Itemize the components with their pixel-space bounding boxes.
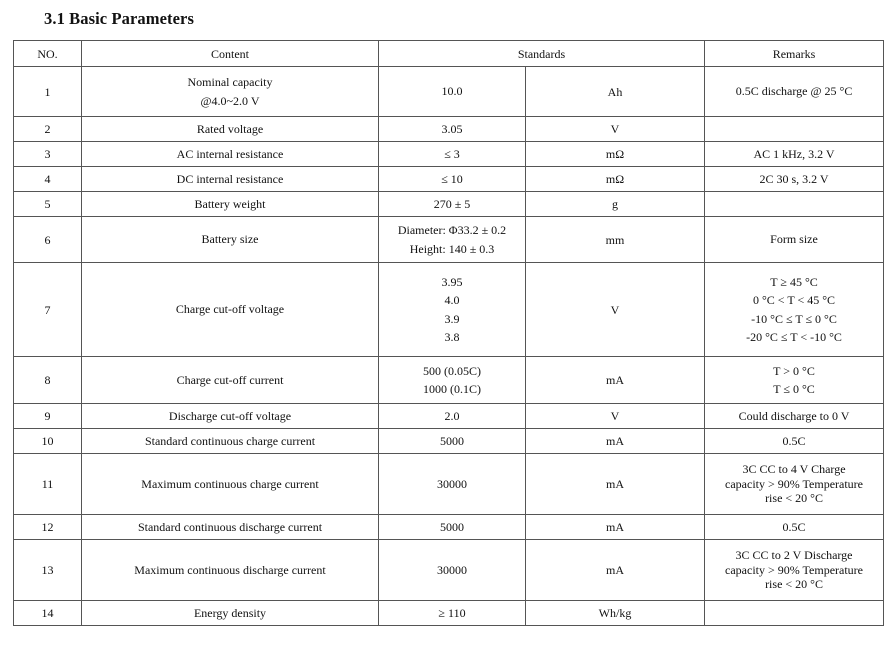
parameter-name-line: Charge cut-off voltage — [175, 302, 285, 317]
standard-value-line: 500 (0.05C) — [423, 363, 481, 378]
parameter-name — [82, 263, 379, 357]
row-number: 9 — [14, 404, 82, 429]
remark-line: 0.5C — [782, 433, 806, 448]
parameter-name-line: Charge cut-off current — [176, 372, 284, 387]
remark — [705, 454, 884, 515]
remark — [705, 540, 884, 601]
parameter-name-line: Maximum continuous charge current — [141, 476, 319, 491]
parameter-name — [82, 454, 379, 515]
remark — [705, 167, 884, 192]
remark — [705, 601, 884, 626]
standard-value — [379, 117, 526, 142]
standard-value-line: Height: 140 ± 0.3 — [409, 241, 495, 256]
table-row — [14, 192, 884, 217]
parameter-name-line: AC internal resistance — [176, 146, 284, 161]
row-number: 12 — [14, 515, 82, 540]
parameter-name — [82, 167, 379, 192]
header-content: Content — [82, 41, 379, 67]
parameter-name — [82, 357, 379, 404]
row-number: 1 — [14, 67, 82, 117]
parameter-name — [82, 67, 379, 117]
table-row — [14, 142, 884, 167]
standard-value — [379, 167, 526, 192]
remark-line: T ≥ 45 °C — [770, 274, 818, 289]
row-number: 10 — [14, 429, 82, 454]
row-number: 13 — [14, 540, 82, 601]
standard-value-line: 5000 — [440, 519, 464, 534]
table-row — [14, 117, 884, 142]
standard-unit: g — [526, 192, 705, 217]
remark-line: T ≤ 0 °C — [773, 382, 815, 396]
table-row — [14, 404, 884, 429]
remark — [705, 357, 884, 404]
standard-value-line: 1000 (0.1C) — [423, 382, 481, 396]
table-row — [14, 515, 884, 540]
header-no: NO. — [14, 41, 82, 67]
standard-value-line: 5000 — [440, 433, 464, 448]
standard-value — [379, 540, 526, 601]
standard-value — [379, 67, 526, 117]
remark-line: 2C 30 s, 3.2 V — [759, 171, 829, 186]
header-remarks: Remarks — [705, 41, 884, 67]
standard-value-line: 3.9 — [444, 311, 460, 326]
standard-unit: V — [526, 263, 705, 357]
section-title: 3.1 Basic Parameters — [44, 9, 194, 28]
parameter-name-line: Battery weight — [194, 196, 266, 211]
parameter-name-line: Nominal capacity — [187, 75, 273, 89]
remark-line: Form size — [770, 232, 818, 247]
standard-value — [379, 263, 526, 357]
table-row — [14, 540, 884, 601]
standard-value — [379, 217, 526, 263]
standard-unit: V — [526, 117, 705, 142]
parameter-name-line: Energy density — [193, 605, 267, 620]
remark — [705, 142, 884, 167]
standard-value-line: 3.95 — [441, 274, 463, 289]
standard-value-line: ≤ 10 — [441, 171, 463, 186]
parameter-name — [82, 601, 379, 626]
standard-value — [379, 142, 526, 167]
parameter-name — [82, 142, 379, 167]
standard-value-line: ≤ 3 — [444, 146, 460, 161]
table-row — [14, 357, 884, 404]
row-number: 11 — [14, 454, 82, 515]
row-number: 7 — [14, 263, 82, 357]
remark-line: 0.5C — [782, 519, 806, 534]
header-standards: Standards — [379, 41, 705, 67]
row-number: 14 — [14, 601, 82, 626]
parameter-name — [82, 192, 379, 217]
table-row — [14, 263, 884, 357]
standard-unit: mA — [526, 454, 705, 515]
row-number: 3 — [14, 142, 82, 167]
remark-line: 0.5C discharge @ 25 °C — [735, 84, 853, 99]
remark-line: rise < 20 °C — [765, 577, 823, 592]
standard-unit: Wh/kg — [526, 601, 705, 626]
standard-value — [379, 515, 526, 540]
parameter-name-line: Standard continuous charge current — [144, 433, 316, 448]
remark-line: 3C CC to 4 V Charge — [742, 462, 846, 477]
remark-line: rise < 20 °C — [765, 491, 823, 506]
table-row — [14, 454, 884, 515]
remark — [705, 429, 884, 454]
parameter-name-line: Discharge cut-off voltage — [168, 408, 292, 423]
row-number: 6 — [14, 217, 82, 263]
row-number: 8 — [14, 357, 82, 404]
standard-unit: V — [526, 404, 705, 429]
table-row — [14, 217, 884, 263]
remark-line: -10 °C ≤ T ≤ 0 °C — [751, 311, 837, 326]
parameter-name-line: Rated voltage — [196, 121, 264, 136]
table-body — [14, 67, 884, 626]
remark-line: capacity > 90% Temperature — [725, 562, 863, 577]
standard-value-line: 30000 — [437, 476, 467, 491]
standard-unit: mA — [526, 540, 705, 601]
table-header-row — [14, 41, 884, 67]
standard-value-line: 2.0 — [444, 408, 460, 423]
remark — [705, 117, 884, 142]
table-row — [14, 601, 884, 626]
standard-value-line: 30000 — [437, 562, 467, 577]
parameter-name-line: @4.0~2.0 V — [200, 93, 260, 108]
remark-line: T > 0 °C — [773, 363, 815, 378]
standard-unit: mA — [526, 515, 705, 540]
parameter-name — [82, 540, 379, 601]
row-number: 5 — [14, 192, 82, 217]
parameter-name-line: DC internal resistance — [176, 171, 284, 186]
remark-line: 0 °C < T < 45 °C — [752, 293, 836, 307]
standard-value-line: Diameter: Φ33.2 ± 0.2 — [397, 223, 507, 237]
remark-line: -20 °C ≤ T < -10 °C — [746, 330, 842, 344]
remark — [705, 192, 884, 217]
parameter-name-line: Maximum continuous discharge current — [134, 562, 326, 577]
remark — [705, 67, 884, 117]
remark — [705, 217, 884, 263]
remark-line: capacity > 90% Temperature — [725, 476, 863, 491]
remark-line: 3C CC to 2 V Discharge — [735, 548, 853, 563]
remark-line: Could discharge to 0 V — [738, 408, 850, 423]
remark — [705, 404, 884, 429]
parameter-name — [82, 429, 379, 454]
row-number: 2 — [14, 117, 82, 142]
table-row — [14, 67, 884, 117]
parameter-name — [82, 217, 379, 263]
parameter-name-line: Battery size — [201, 232, 259, 247]
standard-value-line: 10.0 — [441, 84, 463, 99]
standard-value-line: 3.05 — [441, 121, 463, 136]
standard-value — [379, 454, 526, 515]
standard-value-line: 270 ± 5 — [433, 196, 471, 211]
standard-unit: mA — [526, 429, 705, 454]
standard-unit: mA — [526, 357, 705, 404]
remark-line: AC 1 kHz, 3.2 V — [753, 146, 835, 161]
parameter-name — [82, 515, 379, 540]
parameter-name — [82, 117, 379, 142]
standard-unit: Ah — [526, 67, 705, 117]
standard-value-line: 3.8 — [444, 330, 460, 344]
row-number: 4 — [14, 167, 82, 192]
standard-value-line: 4.0 — [444, 293, 460, 307]
remark — [705, 263, 884, 357]
standard-value-line: ≥ 110 — [438, 605, 466, 620]
table-row — [14, 167, 884, 192]
standard-value — [379, 404, 526, 429]
standard-unit: mm — [526, 217, 705, 263]
table-row — [14, 429, 884, 454]
standard-value — [379, 192, 526, 217]
standard-unit: mΩ — [526, 142, 705, 167]
parameter-name-line: Standard continuous discharge current — [137, 519, 323, 534]
standard-unit: mΩ — [526, 167, 705, 192]
standard-value — [379, 357, 526, 404]
standard-value — [379, 429, 526, 454]
standard-value — [379, 601, 526, 626]
basic-parameters-table — [13, 40, 884, 626]
parameter-name — [82, 404, 379, 429]
remark — [705, 515, 884, 540]
